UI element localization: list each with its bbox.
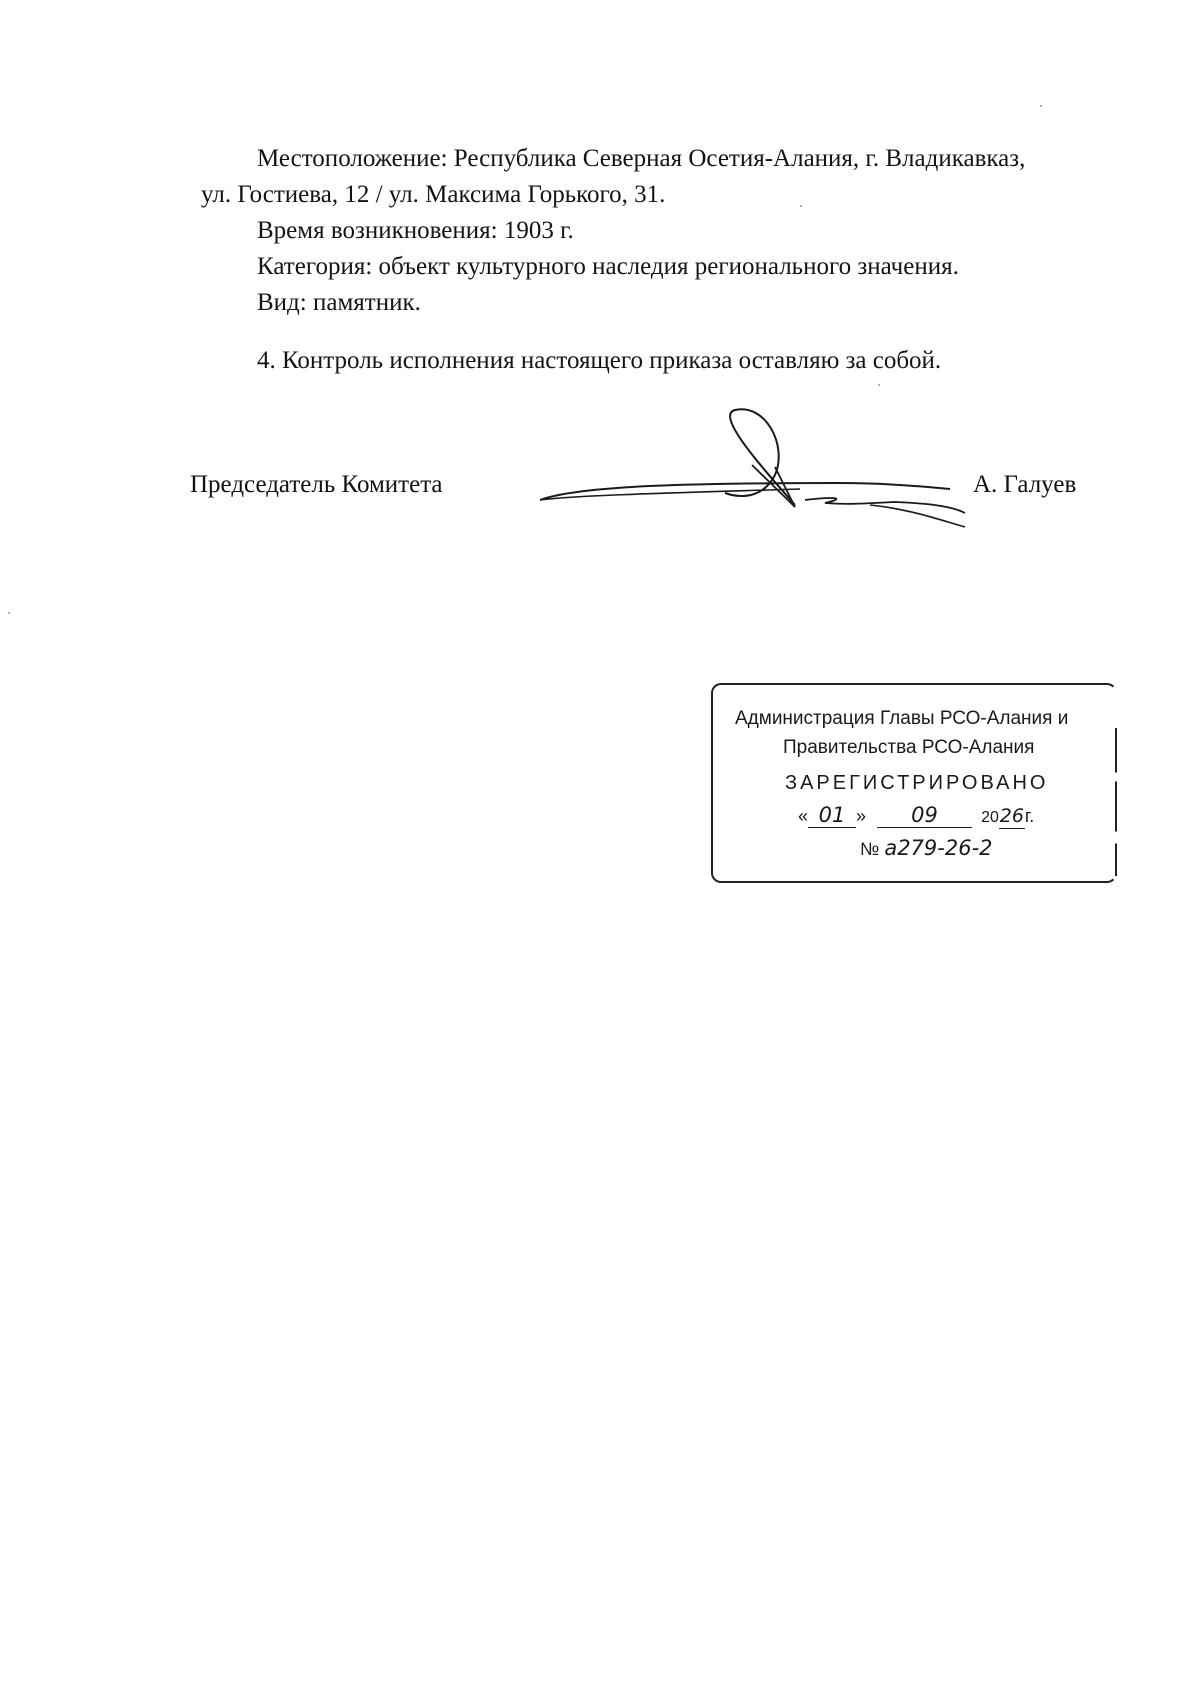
handwritten-signature xyxy=(520,405,980,535)
stamp-number-value: а279-26-2 xyxy=(884,836,993,860)
scan-speck xyxy=(800,205,802,207)
category-line: Категория: объект культурного наследия регионального значения. xyxy=(257,253,959,280)
stamp-year-unit: г. xyxy=(1024,806,1035,826)
scan-speck xyxy=(8,612,10,614)
scan-speck xyxy=(878,384,880,386)
stamp-year-suffix: 26 xyxy=(999,805,1024,827)
signer-name: А. Галуев xyxy=(973,471,1077,498)
stamp-day: 01 xyxy=(808,803,856,828)
address-line: ул. Гостиева, 12 / ул. Максима Горького, 31. xyxy=(201,181,666,208)
stamp-number-label: № xyxy=(860,839,880,859)
location-line: Местоположение: Республика Северная Осетия-Алания, г. Владикавказ, xyxy=(257,145,1026,172)
stamp-year-prefix: 20 xyxy=(981,809,999,826)
stamp-organization-line2: Правительства РСО-Алания xyxy=(783,737,1035,758)
registration-stamp xyxy=(711,683,1117,883)
control-clause-line: 4. Контроль исполнения настоящего приказа оставляю за собой. xyxy=(257,347,942,374)
stamp-quote-open: « xyxy=(798,806,809,826)
stamp-organization-line1: Администрация Главы РСО-Алания и xyxy=(735,708,1069,729)
stamp-title: ЗАРЕГИСТРИРОВАНО xyxy=(785,772,1049,794)
signer-position: Председатель Комитета xyxy=(190,471,443,498)
origin-time-line: Время возникновения: 1903 г. xyxy=(257,217,574,244)
stamp-date xyxy=(798,803,1034,830)
stamp-quote-close: » xyxy=(856,806,867,826)
scan-speck xyxy=(1040,105,1042,107)
stamp-month: 09 xyxy=(877,803,972,828)
type-line: Вид: памятник. xyxy=(257,289,421,316)
stamp-right-border xyxy=(1115,728,1117,876)
stamp-registration-number xyxy=(860,836,1034,861)
